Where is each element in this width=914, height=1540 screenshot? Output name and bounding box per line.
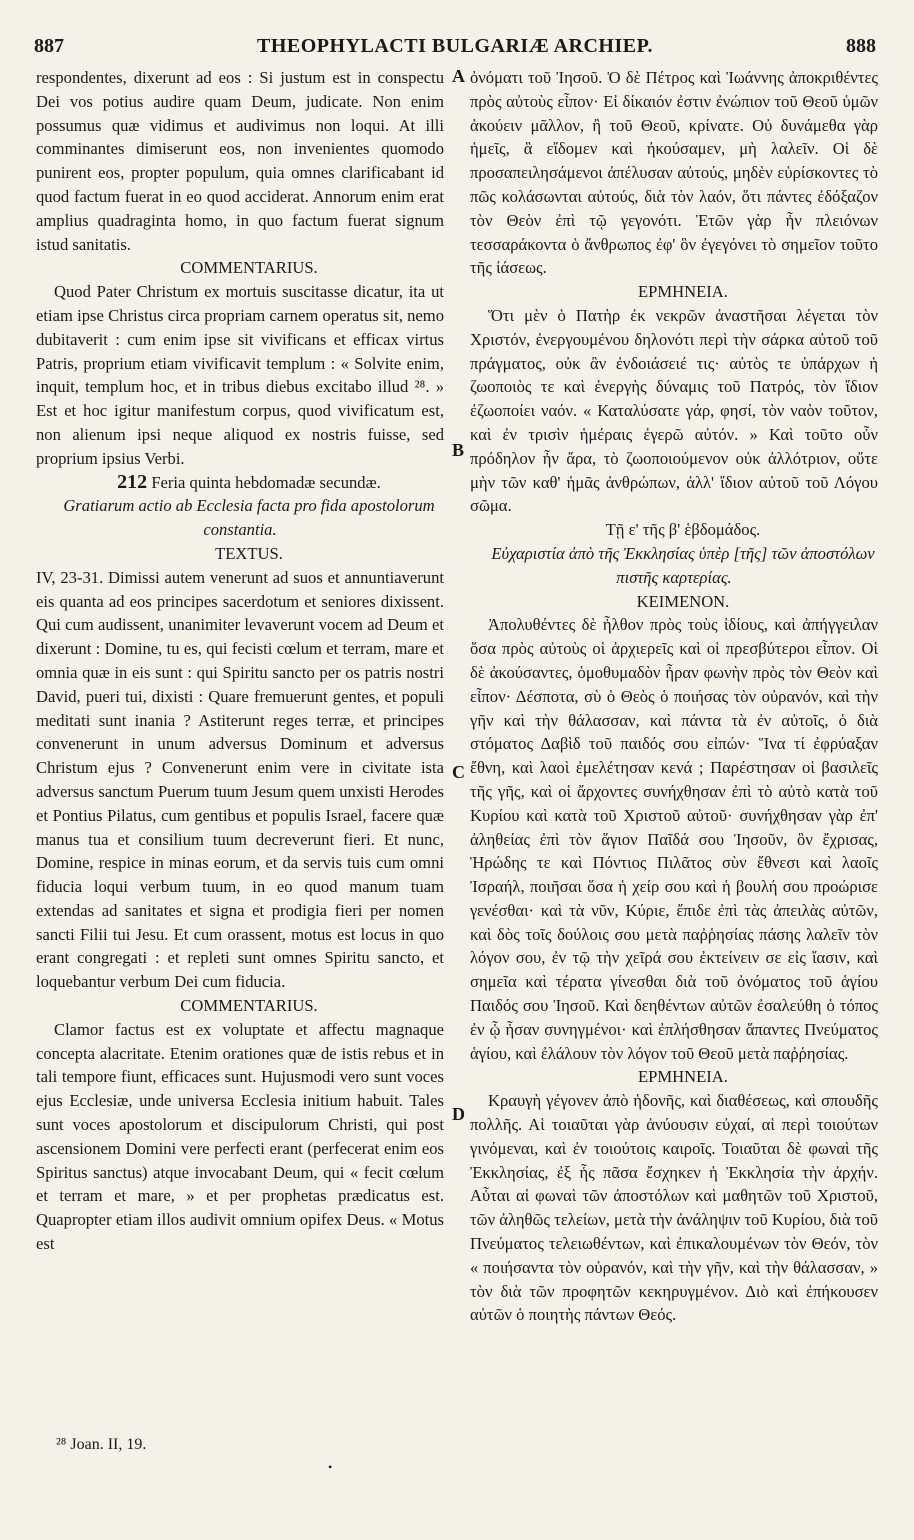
latin-subtitle: Gratiarum actio ab Ecclesia facta pro fida apostolorum constantia. — [63, 496, 435, 540]
latin-column — [36, 66, 444, 1256]
latin-heading-textus: TEXTUS. — [215, 543, 283, 563]
greek-heading-keimenon: ΚΕΙΜΕΝΟΝ. — [636, 591, 730, 611]
latin-text-2-body: Dimissi autem venerunt ad suos et annuntiaverunt eis quanta ad eos principes sacerdotum et seniores dixissent. Qui cum audissent, unanimiter levaverunt vocem ad Deum et dixerunt : Domine, tu es, qui fecisti cœlum et terram, mare et omnia quæ in eis sunt : qui Spiritu sancto per os patris nostri David, pueri tui, dixisti : Quare fremuerunt gentes, et populi meditati sunt inania ? Astiterunt reges terræ, et principes convenerunt in unum adversus Dominum et adversus Christum ejus ? Convenerunt enim vere in civitate ista adversus sanctum Puerum tuum Jesum quem unxisti Herodes et Pontius Pilatus, cum gentibus et populis Israel, facere quæ manus tua et consilium tuum decreverunt fieri. Et nunc, Domine, respice in minas eorum, et da servis tuis cum omni fiducia loqui verbum tuum, in eo quod manum tuam extendas ad sanitates et signa et prodigia fieri per nomen sancti Filii tui Jesu. Et cum orassent, motus est locus in quo erant congregati : et repleti sunt omnes Spiritu sancto, et loquebantur verbum Dei cum fiducia. — [36, 567, 444, 992]
section-number: 212 — [117, 470, 148, 493]
page-bullet: • — [328, 1460, 333, 1474]
section-day: Feria quinta hebdomadæ secundæ. — [151, 472, 381, 492]
margin-letter-b: B — [452, 440, 465, 460]
greek-text-2: Ἀπολυθέντες δὲ ἦλθον πρὸς τοὺς ἰδίους, καὶ ἀπήγγειλαν ὅσα πρὸς αὐτοὺς οἱ ἀρχιερεῖς καὶ οἱ πρεσβύτεροι εἶπον. Οἱ δὲ ἀκούσαντες, ὁμοθυμαδὸν ἦραν φωνὴν πρὸς τὸν Θεὸν καὶ εἶπον· Δέσποτα, σὺ ὁ Θεὸς ὁ ποιήσας τὸν οὐρανόν, καὶ τὴν γῆν καὶ τὴν θάλασσαν, καὶ πάντα τὰ ἐν αὐτοῖς, ὁ διὰ στόματος Δαβὶδ τοῦ παιδός σου εἰπών· Ἵνα τί ἐφρύαξαν ἔθνη, καὶ λαοὶ ἐμελέτησαν κενά ; Παρέστησαν οἱ βασιλεῖς τῆς γῆς, καὶ οἱ ἄρχοντες συνήχθησαν ἐπὶ τὸ αὐτὸ κατὰ τοῦ Κυρίου καὶ κατὰ τοῦ Χριστοῦ αὐτοῦ· συνήχθησαν γὰρ ἐπ' ἀληθείας ἐπὶ τὸν ἅγιον Παῖδά σου Ἰησοῦν, ὃν ἔχρισας, Ἡρώδης τε καὶ Πόντιος Πιλᾶτος σὺν ἔθνεσι καὶ λαοῖς Ἰσραήλ, ποιῆσαι ὅσα ἡ χείρ σου καὶ ἡ βουλή σου προώρισε γενέσθαι· καὶ τὰ νῦν, Κύριε, ἔπιδε ἐπὶ τὰς ἀπειλὰς αὐτῶν, καὶ δὸς τοῖς δούλοις σου μετὰ παῤῥησίας πάσης λαλεῖν τὸν λόγον σου, ἐν τῷ τὴν χεῖρά σου ἐκτείνειν σε εἰς ἴασιν, καὶ σημεῖα καὶ τέρατα γίνεσθαι διὰ τοῦ ὀνόματος τοῦ ἁγίου Παιδός σου Ἰησοῦ. Καὶ δεηθέντων αὐτῶν ἐσαλεύθη ὁ τόπος ἐν ᾧ ἦσαν συνηγμένοι· καὶ ἐπλήσθησαν ἅπαντες Πνεύματος ἁγίου, καὶ ἐλάλουν τὸν λόγον τοῦ Θεοῦ μετὰ παῤῥησίας. — [470, 615, 878, 1063]
margin-letter-c: C — [452, 762, 465, 782]
greek-text-1: ὀνόματι τοῦ Ἰησοῦ. Ὁ δὲ Πέτρος καὶ Ἰωάννης ἀποκριθέντες πρὸς αὐτοὺς εἶπον· Εἰ δίκαιόν ἐστιν ἐνώπιον τοῦ Θεοῦ ὑμῶν ἀκούειν μᾶλλον, ἢ τοῦ Θεοῦ, κρίνατε. Οὐ δυνάμεθα γὰρ ἡμεῖς, ἃ εἴδομεν καὶ ἠκούσαμεν, μὴ λαλεῖν. Οἱ δὲ προσαπειλησάμενοι ἀπέλυσαν αὐτούς, μηδὲν εὑρίσκοντες τὸ πῶς κολάσωνται αὐτούς, διὰ τὸν λαόν, ὅτι πάντες ἐδόξαζον τὸν Θεὸν ἐπὶ τῷ γεγονότι. Ἐτῶν γὰρ ἦν πλειόνων τεσσαράκοντα ὁ ἄνθρωπος ἐφ' ὃν ἐγεγόνει τὸ σημεῖον τοῦτο τῆς ἰάσεως. — [470, 68, 878, 278]
latin-text-2 — [36, 566, 444, 994]
section-title-latin — [36, 471, 444, 495]
latin-heading-commentarius-2: COMMENTARIUS. — [180, 996, 318, 1016]
greek-heading-hermeneia: ΕΡΜΗΝΕΙΑ. — [638, 282, 728, 302]
section-title-greek: Τῇ ε' τῆς β' ἑβδομάδος. — [605, 520, 761, 540]
latin-commentary-2: Clamor factus est ex voluptate et affectu magnaque concepta alacritate. Etenim orationes quæ de istis rebus et in tali tempore fiunt, efficaces sunt. Hujusmodi vero sunt voces ejus Ecclesiæ, unde universa Ecclesia initium habuit. Tales sunt voces apostolorum et discipulorum Christi, qui post ascensionem Domini vere perfecti erant (perfecerat enim eos Spiritus sanctus) atque invocabant Deum, qui « fecit cœlum et terram et mare, » et per prophetas prædicatus est. Quapropter etiam illos audivit omnium opifex Deus. « Motus est — [36, 1019, 444, 1254]
greek-commentary-1: Ὅτι μὲν ὁ Πατὴρ ἐκ νεκρῶν ἀναστῆσαι λέγεται τὸν Χριστόν, ἐνεργουμένου δηλονότι περὶ τὴν σάρκα αὐτοῦ τοῦ πράγματος, οὐκ ἂν ἐνδοιάσειέ τις· αὐτὸς τε ὑπάρχων ἡ ζωοποιὸς τε καὶ ἐνεργὴς δύναμις τοῦ Πατρός, τὸν ἴδιον ἐζωοποίει ναόν. « Καταλύσατε γάρ, φησί, τὸν ναὸν τοῦτον, καὶ ἐν τρισὶν ἡμέραις ἐγερῶ αὐτόν. » Καὶ τοῦτο οὖν πρόδηλον ἦν ἄρα, τὸ ζωοποιούμενον οὐκ ἀλλότριον, οὔτε μὴν τῶν καθ' ἡμᾶς ἀνθρώπων, ἀλλ' ἴδιον αὐτοῦ τοῦ Λόγου σῶμα. — [470, 305, 878, 516]
page-number-right: 888 — [846, 35, 876, 57]
latin-heading-commentarius: COMMENTARIUS. — [180, 258, 318, 278]
latin-text-1: respondentes, dixerunt ad eos : Si justum est in conspectu Dei vos potius audire quam Deum, judicate. Non enim possumus quæ vidimus et audivimus non loqui. At illi comminantes dimiserunt eos, non invenientes quomodo punirent eos, propter populum, quia omnes clarificabant id quod factum fuerat in eo quod acciderat. Annorum enim erat amplius quadraginta homo, in quo factum fuerat signum istud sanitatis. — [36, 68, 444, 254]
running-title: THEOPHYLACTI BULGARIÆ ARCHIEP. — [257, 35, 653, 57]
latin-commentary-1: Quod Pater Christum ex mortuis suscitasse dicatur, ita ut etiam ipse Christus circa propriam carnem operatus sit, nemo dubitaverit : cum enim ipse sit vivificans et efficax virtus Patris, proprium etiam vivificavit templum : « Solvite enim, inquit, templum hoc, et in tribus diebus excitabo illud ²⁸. » Est et hoc igitur manifestum corpus, quod vivificatum est, non alienum ipsi neque aliquod ex nostris fuisse, sed proprium ipsius Verbi. — [36, 282, 444, 468]
page-header — [34, 35, 876, 65]
greek-commentary-2: Κραυγὴ γέγονεν ἀπὸ ἡδονῆς, καὶ διαθέσεως, καὶ σπουδῆς πολλῆς. Αἱ τοιαῦται γὰρ ἀνύουσιν εὐχαί, αἱ περὶ τοιούτων γινόμεναι, καὶ ἐν τοιούτοις καιροῖς. Τοιαῦται δὲ φωναὶ τῆς Ἐκκλησίας, ἐξ ἧς πᾶσα ἔσχηκεν ἡ Ἐκκλησία τὴν ἀρχήν. Αὗται αἱ φωναὶ τῶν ἀποστόλων καὶ μαθητῶν τοῦ Χριστοῦ, τῶν ἀληθῶς τελείων, μετὰ τὴν ἀνάληψιν τοῦ Κυρίου, διὰ τοῦ Πνεύματος τελειωθέντων, καὶ ἐπικαλουμένων τὸν Θεόν, τὸν « ποιήσαντα τὸν οὐρανόν, καὶ τὴν γῆν, καὶ τὴν θάλασσαν, » τὸν διὰ τῶν προφητῶν κεκηρυγμένον. Διὸ καὶ ἐπήκουσεν αὐτῶν ὁ ποιητὴς πάντων Θεός. — [470, 1091, 878, 1325]
greek-subtitle: Εὐχαριστία ἀπὸ τῆς Ἐκκλησίας ὑπὲρ [τῆς] τῶν ἀποστόλων πιστῆς καρτερίας. — [491, 543, 875, 587]
footnote: ²⁸ Joan. II, 19. — [56, 1436, 147, 1453]
margin-letter-a: A — [452, 66, 465, 86]
page-number-left: 887 — [34, 35, 64, 57]
greek-column — [470, 66, 878, 1327]
greek-heading-hermeneia-2: ΕΡΜΗΝΕΙΑ. — [638, 1067, 728, 1087]
margin-letter-d: D — [452, 1104, 465, 1124]
verse-reference: IV, 23-31. — [36, 567, 104, 587]
